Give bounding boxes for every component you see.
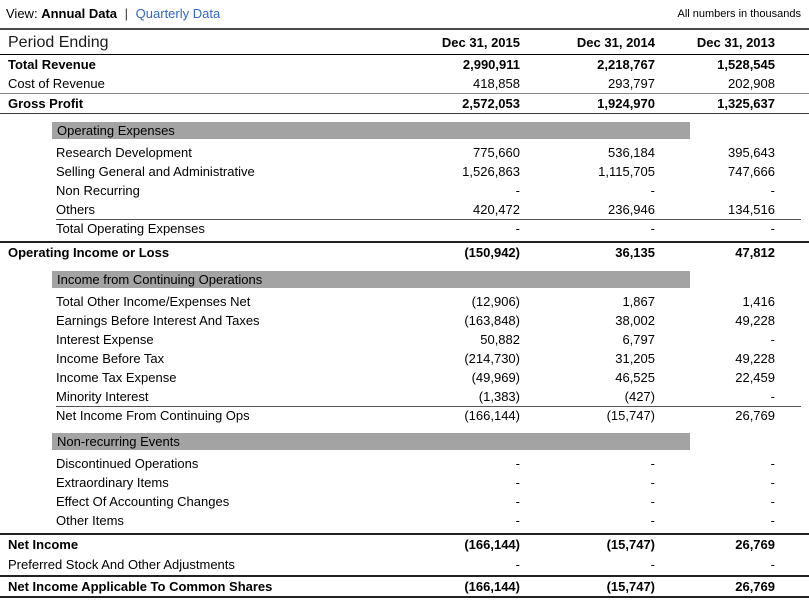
table-row — [0, 406, 809, 425]
table-row — [0, 162, 809, 181]
row-value: - — [770, 183, 775, 198]
table-row — [0, 349, 809, 368]
row-value: (1,383) — [478, 389, 520, 404]
table-row — [0, 200, 809, 219]
table-row — [0, 311, 809, 330]
units-note: All numbers in thousands — [677, 8, 801, 20]
section-header-row — [0, 122, 809, 139]
row-value: 1,924,970 — [597, 96, 655, 111]
table-body — [0, 55, 809, 598]
row-value: 1,867 — [622, 294, 655, 309]
table-row — [0, 143, 809, 162]
income-statement-table — [0, 28, 809, 598]
view-annual-current: Annual Data — [41, 6, 118, 21]
table-row — [0, 330, 809, 349]
row-value: - — [650, 513, 655, 528]
table-row — [0, 575, 809, 598]
table-row — [0, 555, 809, 574]
section-header: Income from Continuing Operations — [52, 271, 690, 288]
row-value: (15,747) — [606, 408, 655, 423]
table-row — [0, 533, 809, 555]
period-ending-label: Period Ending — [8, 34, 109, 51]
row-value: 2,572,053 — [462, 96, 520, 111]
row-label: Interest Expense — [56, 332, 154, 347]
row-label: Effect Of Accounting Changes — [56, 494, 230, 509]
row-value: - — [650, 557, 655, 572]
table-row — [0, 511, 809, 530]
row-value: - — [770, 475, 775, 490]
row-label: Gross Profit — [8, 96, 84, 111]
table-row — [0, 473, 809, 492]
row-label: Discontinued Operations — [56, 456, 199, 471]
table-row — [0, 292, 809, 311]
table-row — [0, 387, 809, 406]
row-value: (166,144) — [464, 408, 520, 423]
table-row — [0, 93, 809, 114]
row-label: Total Revenue — [8, 57, 96, 72]
row-value: - — [650, 183, 655, 198]
row-value: - — [770, 557, 775, 572]
view-separator: | — [124, 6, 129, 21]
row-value: - — [650, 456, 655, 471]
row-label: Extraordinary Items — [56, 475, 169, 490]
row-value: 236,946 — [608, 202, 655, 217]
row-label: Selling General and Administrative — [56, 164, 255, 179]
row-label: Other Items — [56, 513, 124, 528]
row-value: - — [770, 494, 775, 509]
row-label: Net Income Applicable To Common Shares — [8, 579, 273, 594]
row-label: Income Before Tax — [56, 351, 165, 366]
row-value: 134,516 — [728, 202, 775, 217]
row-value: 36,135 — [615, 245, 655, 260]
row-label: Earnings Before Interest And Taxes — [56, 313, 260, 328]
row-value: 26,769 — [735, 408, 775, 423]
row-value: 26,769 — [735, 537, 775, 552]
row-value: (214,730) — [464, 351, 520, 366]
row-value: 6,797 — [622, 332, 655, 347]
row-value: 2,218,767 — [597, 57, 655, 72]
row-value: 1,325,637 — [717, 96, 775, 111]
row-value: (427) — [624, 389, 655, 404]
table-row — [0, 492, 809, 511]
table-row — [0, 368, 809, 387]
section-header-row — [0, 433, 809, 450]
row-value: (150,942) — [464, 245, 520, 260]
row-value: 418,858 — [473, 76, 520, 91]
section-header: Non-recurring Events — [52, 433, 690, 450]
row-value: - — [650, 494, 655, 509]
row-value: 47,812 — [735, 245, 775, 260]
column-header-2014: Dec 31, 2014 — [576, 35, 655, 50]
row-value: 536,184 — [608, 145, 655, 160]
row-value: - — [650, 221, 655, 236]
row-value: 1,526,863 — [462, 164, 520, 179]
section-header: Operating Expenses — [52, 122, 690, 139]
row-value: 395,643 — [728, 145, 775, 160]
row-label: Preferred Stock And Other Adjustments — [8, 557, 235, 572]
row-value: 38,002 — [615, 313, 655, 328]
row-value: - — [515, 221, 520, 236]
row-value: - — [770, 332, 775, 347]
row-value: (15,747) — [606, 579, 655, 594]
row-label: Others — [56, 202, 96, 217]
row-value: - — [515, 183, 520, 198]
row-label: Income Tax Expense — [56, 370, 177, 385]
row-label: Net Income From Continuing Ops — [56, 408, 250, 423]
row-value: 46,525 — [615, 370, 655, 385]
table-row — [0, 241, 809, 263]
row-value: - — [770, 221, 775, 236]
view-switcher — [6, 6, 220, 21]
row-value: 31,205 — [615, 351, 655, 366]
row-value: 420,472 — [473, 202, 520, 217]
table-row — [0, 181, 809, 200]
row-value: 775,660 — [473, 145, 520, 160]
table-row — [0, 219, 809, 238]
row-value: - — [515, 456, 520, 471]
view-toggle-bar — [0, 0, 809, 28]
row-value: (166,144) — [464, 537, 520, 552]
row-label: Total Other Income/Expenses Net — [56, 294, 251, 309]
row-value: (163,848) — [464, 313, 520, 328]
row-label: Net Income — [8, 537, 79, 552]
row-value: 22,459 — [735, 370, 775, 385]
row-value: 202,908 — [728, 76, 775, 91]
row-value: - — [770, 389, 775, 404]
row-label: Research Development — [56, 145, 192, 160]
row-value: - — [650, 475, 655, 490]
row-value: 2,990,911 — [462, 57, 520, 72]
section-header-row — [0, 271, 809, 288]
row-value: - — [515, 475, 520, 490]
row-value: 1,528,545 — [717, 57, 775, 72]
row-value: (166,144) — [464, 579, 520, 594]
view-quarterly-link[interactable]: Quarterly Data — [135, 6, 221, 21]
column-header-2013: Dec 31, 2013 — [696, 35, 775, 50]
row-value: (49,969) — [471, 370, 520, 385]
row-value: 50,882 — [480, 332, 520, 347]
row-value: 49,228 — [735, 351, 775, 366]
row-value: - — [770, 456, 775, 471]
row-value: (12,906) — [471, 294, 520, 309]
table-row — [0, 55, 809, 74]
row-value: - — [770, 513, 775, 528]
table-row — [0, 74, 809, 93]
row-value: 49,228 — [735, 313, 775, 328]
view-label: View: — [6, 6, 38, 21]
row-value: - — [515, 557, 520, 572]
table-header-row — [0, 30, 809, 55]
row-label: Minority Interest — [56, 389, 149, 404]
row-value: - — [515, 494, 520, 509]
row-label: Operating Income or Loss — [8, 245, 170, 260]
row-value: (15,747) — [606, 537, 655, 552]
row-label: Total Operating Expenses — [56, 221, 205, 236]
table-row — [0, 454, 809, 473]
row-value: 1,416 — [742, 294, 775, 309]
row-value: 747,666 — [728, 164, 775, 179]
row-value: - — [515, 513, 520, 528]
row-value: 293,797 — [608, 76, 655, 91]
row-value: 26,769 — [735, 579, 775, 594]
column-header-2015: Dec 31, 2015 — [441, 35, 520, 50]
row-label: Non Recurring — [56, 183, 140, 198]
row-value: 1,115,705 — [598, 164, 655, 179]
row-label: Cost of Revenue — [8, 76, 105, 91]
